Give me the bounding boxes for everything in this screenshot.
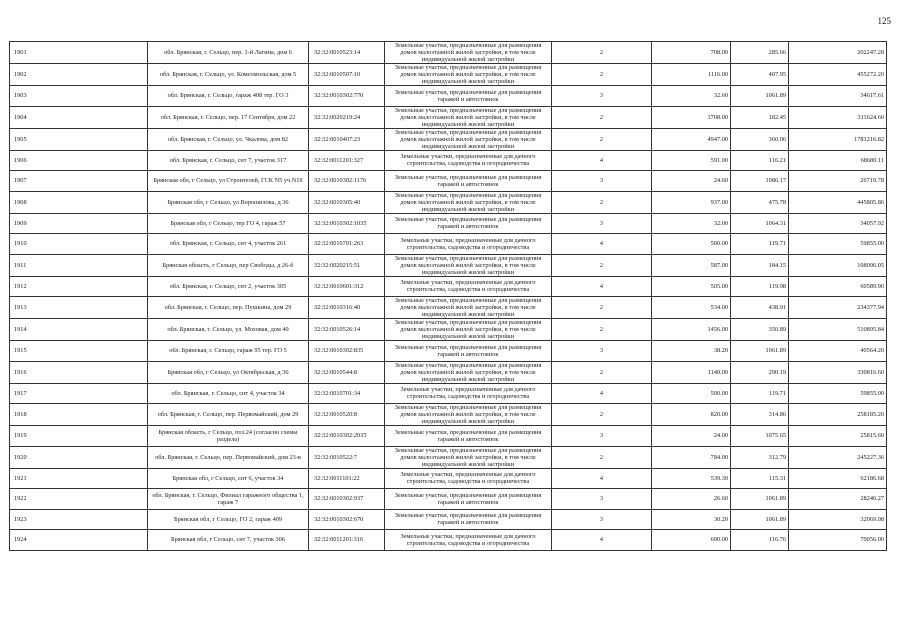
row-number-cell: 1918 (10, 404, 148, 426)
cadastral-value-cell: 40564.20 (789, 341, 887, 362)
cadastral-value-cell: 68680.11 (789, 150, 887, 171)
row-number-cell: 1906 (10, 150, 148, 171)
cadastral-value-cell: 311624.60 (789, 106, 887, 128)
cadastral-value-cell: 445805.86 (789, 191, 887, 213)
land-use-cell: Земельные участки, предназначенные для размещения гаражей и автостоянок (385, 341, 552, 362)
address-cell: Брянская обл, г Сельцо, тер ГО 4, гараж 57 (148, 213, 309, 234)
cadastral-value-cell: 60589.90 (789, 276, 887, 297)
group-number-cell: 2 (552, 64, 652, 86)
table-row (10, 509, 887, 530)
specific-value-cell: 1075.65 (731, 426, 789, 447)
cadastral-value-cell: 34057.92 (789, 213, 887, 234)
cadastral-number-cell: 32:32:0010302:670 (309, 509, 385, 530)
row-number-cell: 1922 (10, 489, 148, 510)
land-use-cell: Земельные участки, предназначенные для размещения гаражей и автостоянок (385, 171, 552, 192)
table-row (10, 446, 887, 468)
area-cell: 539.30 (652, 468, 731, 489)
specific-value-cell: 312.79 (731, 446, 789, 468)
specific-value-cell: 119.71 (731, 383, 789, 404)
row-number-cell: 1910 (10, 234, 148, 255)
land-use-cell: Земельные участки, предназначенные для размещения гаражей и автостоянок (385, 426, 552, 447)
cadastral-number-cell: 32:32:0010507:10 (309, 64, 385, 86)
specific-value-cell: 285.66 (731, 42, 789, 64)
cadastral-number-cell: 32:32:0010302:2035 (309, 426, 385, 447)
area-cell: 937.00 (652, 191, 731, 213)
area-cell: 4947.00 (652, 128, 731, 150)
address-cell: обл. Брянская, г. Сельцо, ул. Чкалова, дом 82 (148, 128, 309, 150)
row-number-cell: 1917 (10, 383, 148, 404)
area-cell: 24.60 (652, 171, 731, 192)
row-number-cell: 1903 (10, 86, 148, 107)
area-cell: 600.00 (652, 530, 731, 551)
table-row (10, 404, 887, 426)
cadastral-value-cell: 62186.68 (789, 468, 887, 489)
table-row (10, 128, 887, 150)
row-number-cell: 1909 (10, 213, 148, 234)
row-number-cell: 1921 (10, 468, 148, 489)
address-cell: обл. Брянская, г. Сельцо, ул. Моховая, дом 40 (148, 319, 309, 341)
cadastral-number-cell: 32:32:0010520:8 (309, 404, 385, 426)
row-number-cell: 1913 (10, 297, 148, 319)
area-cell: 708.00 (652, 42, 731, 64)
cadastral-number-cell: 32:32:0010701:34 (309, 383, 385, 404)
cadastral-number-cell: 32:32:0010407:23 (309, 128, 385, 150)
group-number-cell: 2 (552, 191, 652, 213)
specific-value-cell: 184.15 (731, 254, 789, 276)
row-number-cell: 1924 (10, 530, 148, 551)
row-number-cell: 1920 (10, 446, 148, 468)
cadastral-number-cell: 32:32:0010302:1176 (309, 171, 385, 192)
specific-value-cell: 350.89 (731, 319, 789, 341)
land-use-cell: Земельные участки, предназначенные для дачного строительства, садоводства и огородничества (385, 150, 552, 171)
land-use-cell: Земельные участки, предназначенные для размещения домов малоэтажной жилой застройки, в том числе индивидуальной жилой застройки (385, 297, 552, 319)
group-number-cell: 2 (552, 446, 652, 468)
table-row (10, 361, 887, 383)
area-cell: 1140.00 (652, 361, 731, 383)
land-use-cell: Земельные участки, предназначенные для дачного строительства, садоводства и огородничества (385, 468, 552, 489)
row-number-cell: 1907 (10, 171, 148, 192)
land-use-cell: Земельные участки, предназначенные для размещения домов малоэтажной жилой застройки, в том числе индивидуальной жилой застройки (385, 254, 552, 276)
table-body (10, 42, 887, 551)
specific-value-cell: 1086.17 (731, 171, 789, 192)
group-number-cell: 2 (552, 297, 652, 319)
cadastral-value-cell: 34617.61 (789, 86, 887, 107)
address-cell: Брянская обл, г Сельцо, ул Строителей, ГСК N5 уч.N19 (148, 171, 309, 192)
address-cell: обл. Брянская, г. Сельцо, пер. Первомайский, дом 29 (148, 404, 309, 426)
land-use-cell: Земельные участки, предназначенные для размещения гаражей и автостоянок (385, 489, 552, 510)
address-cell: обл. Брянская, г. Сельцо, гараж 95 тер. ГО 5 (148, 341, 309, 362)
group-number-cell: 2 (552, 254, 652, 276)
specific-value-cell: 438.91 (731, 297, 789, 319)
specific-value-cell: 1064.31 (731, 213, 789, 234)
address-cell: Брянская обл, г Сельцо, ул Октябрьская, д 36 (148, 361, 309, 383)
cadastral-value-cell: 70056.00 (789, 530, 887, 551)
row-number-cell: 1923 (10, 509, 148, 530)
group-number-cell: 2 (552, 404, 652, 426)
land-use-cell: Земельные участки, предназначенные для дачного строительства, садоводства и огородничества (385, 276, 552, 297)
specific-value-cell: 1061.89 (731, 489, 789, 510)
land-use-cell: Земельные участки, предназначенные для дачного строительства, садоводства и огородничества (385, 383, 552, 404)
specific-value-cell: 407.95 (731, 64, 789, 86)
table-row (10, 171, 887, 192)
address-cell: Брянская область, г Сельцо, пер Свободы, д 26-б (148, 254, 309, 276)
address-cell: обл. Брянская, г. Сельцо, пер. 1-й Лагина, дом 6 (148, 42, 309, 64)
cadastral-value-cell: 258185.20 (789, 404, 887, 426)
area-cell: 505.00 (652, 276, 731, 297)
group-number-cell: 3 (552, 171, 652, 192)
group-number-cell: 4 (552, 276, 652, 297)
table-row (10, 86, 887, 107)
specific-value-cell: 475.78 (731, 191, 789, 213)
group-number-cell: 3 (552, 509, 652, 530)
group-number-cell: 3 (552, 426, 652, 447)
cadastral-number-cell: 32:32:0011101:22 (309, 468, 385, 489)
cadastral-value-cell: 455272.20 (789, 64, 887, 86)
land-use-cell: Земельные участки, предназначенные для размещения домов малоэтажной жилой застройки, в том числе индивидуальной жилой застройки (385, 106, 552, 128)
land-use-cell: Земельные участки, предназначенные для размещения гаражей и автостоянок (385, 213, 552, 234)
row-number-cell: 1915 (10, 341, 148, 362)
table-row (10, 530, 887, 551)
land-use-cell: Земельные участки, предназначенные для размещения домов малоэтажной жилой застройки, в том числе индивидуальной жилой застройки (385, 191, 552, 213)
table-row (10, 468, 887, 489)
page-number: 125 (877, 16, 891, 26)
table-row (10, 106, 887, 128)
area-cell: 38.20 (652, 341, 731, 362)
area-cell: 534.00 (652, 297, 731, 319)
cadastral-value-cell: 245227.36 (789, 446, 887, 468)
table-row (10, 64, 887, 86)
specific-value-cell: 116.76 (731, 530, 789, 551)
table-row (10, 383, 887, 404)
group-number-cell: 2 (552, 42, 652, 64)
group-number-cell: 2 (552, 319, 652, 341)
address-cell: обл. Брянская, г. Сельцо, снт 7, участок 317 (148, 150, 309, 171)
row-number-cell: 1908 (10, 191, 148, 213)
address-cell: Брянская обл, г Сельцо, ГО 2, гараж 409 (148, 509, 309, 530)
group-number-cell: 3 (552, 489, 652, 510)
cadastral-value-cell: 59855.00 (789, 234, 887, 255)
table-row (10, 341, 887, 362)
row-number-cell: 1902 (10, 64, 148, 86)
specific-value-cell: 1061.89 (731, 509, 789, 530)
area-cell: 1116.00 (652, 64, 731, 86)
group-number-cell: 3 (552, 213, 652, 234)
row-number-cell: 1905 (10, 128, 148, 150)
land-use-cell: Земельные участки, предназначенные для размещения домов малоэтажной жилой застройки, в том числе индивидуальной жилой застройки (385, 446, 552, 468)
group-number-cell: 2 (552, 106, 652, 128)
land-use-cell: Земельные участки, предназначенные для размещения домов малоэтажной жилой застройки, в том числе индивидуальной жилой застройки (385, 319, 552, 341)
table-row (10, 191, 887, 213)
address-cell: обл. Брянская, г. Сельцо, снт 4, участок 34 (148, 383, 309, 404)
group-number-cell: 4 (552, 530, 652, 551)
address-cell: обл. Брянская, г. Сельцо, ул. Комсомольская, дом 5 (148, 64, 309, 86)
cadastral-number-cell: 32:32:0010601:312 (309, 276, 385, 297)
address-cell: обл. Брянская, г. Сельцо, снт 2, участок 305 (148, 276, 309, 297)
cadastral-value-cell: 510895.84 (789, 319, 887, 341)
group-number-cell: 2 (552, 361, 652, 383)
table-row (10, 213, 887, 234)
address-cell: Брянская обл, г Сельцо, снт 6, участок 34 (148, 468, 309, 489)
cadastral-value-cell: 25815.60 (789, 426, 887, 447)
cadastral-value-cell: 1781216.82 (789, 128, 887, 150)
area-cell: 1708.00 (652, 106, 731, 128)
area-cell: 32.60 (652, 86, 731, 107)
cadastral-number-cell: 32:32:0010523:14 (309, 42, 385, 64)
cadastral-value-cell: 28246.27 (789, 489, 887, 510)
area-cell: 591.00 (652, 150, 731, 171)
table-row (10, 489, 887, 510)
table-row (10, 254, 887, 276)
land-use-cell: Земельные участки, предназначенные для размещения гаражей и автостоянок (385, 86, 552, 107)
group-number-cell: 4 (552, 234, 652, 255)
group-number-cell: 2 (552, 128, 652, 150)
land-use-cell: Земельные участки, предназначенные для размещения домов малоэтажной жилой застройки, в том числе индивидуальной жилой застройки (385, 128, 552, 150)
cadastral-number-cell: 32:32:0010305:40 (309, 191, 385, 213)
address-cell: обл. Брянская, г. Сельцо, гараж 408 тер. ГО 3 (148, 86, 309, 107)
cadastral-number-cell: 32:32:0011201:316 (309, 530, 385, 551)
land-use-cell: Земельные участки, предназначенные для дачного строительства, садоводства и огородничества (385, 234, 552, 255)
address-cell: обл. Брянская, г. Сельцо, снт 4, участок 261 (148, 234, 309, 255)
row-number-cell: 1914 (10, 319, 148, 341)
specific-value-cell: 314.86 (731, 404, 789, 426)
cadastral-value-cell: 202247.28 (789, 42, 887, 64)
specific-value-cell: 360.06 (731, 128, 789, 150)
address-cell: обл. Брянская, г. Сельцо, пер. Пушкина, дом 29 (148, 297, 309, 319)
specific-value-cell: 115.31 (731, 468, 789, 489)
table-row (10, 150, 887, 171)
area-cell: 784.00 (652, 446, 731, 468)
land-use-cell: Земельные участки, предназначенные для дачного строительства, садоводства и огородничества (385, 530, 552, 551)
row-number-cell: 1916 (10, 361, 148, 383)
cadastral-number-cell: 32:32:0010302:770 (309, 86, 385, 107)
specific-value-cell: 119.98 (731, 276, 789, 297)
address-cell: обл. Брянская, г. Сельцо, Филиал гаражного общества 1, гараж 7 (148, 489, 309, 510)
cadastral-number-cell: 32:32:0010302:937 (309, 489, 385, 510)
area-cell: 24.00 (652, 426, 731, 447)
cadastral-number-cell: 32:32:0020219:24 (309, 106, 385, 128)
cadastral-value-cell: 108096.05 (789, 254, 887, 276)
area-cell: 500.00 (652, 383, 731, 404)
group-number-cell: 3 (552, 86, 652, 107)
table-row (10, 234, 887, 255)
land-use-cell: Земельные участки, предназначенные для размещения домов малоэтажной жилой застройки, в том числе индивидуальной жилой застройки (385, 404, 552, 426)
address-cell: обл. Брянская, г. Сельцо, пер. Первомайский, дом 23-в (148, 446, 309, 468)
cadastral-value-cell: 330816.60 (789, 361, 887, 383)
land-use-cell: Земельные участки, предназначенные для размещения домов малоэтажной жилой застройки, в том числе индивидуальной жилой застройки (385, 42, 552, 64)
land-use-cell: Земельные участки, предназначенные для размещения домов малоэтажной жилой застройки, в том числе индивидуальной жилой застройки (385, 64, 552, 86)
cadastral-number-cell: 32:32:0020215:51 (309, 254, 385, 276)
group-number-cell: 4 (552, 150, 652, 171)
group-number-cell: 3 (552, 341, 652, 362)
cadastral-number-cell: 32:32:0010316:40 (309, 297, 385, 319)
row-number-cell: 1912 (10, 276, 148, 297)
address-cell: Брянская обл, г Сельцо, ул Ворошилова, д 36 (148, 191, 309, 213)
land-use-cell: Земельные участки, предназначенные для размещения гаражей и автостоянок (385, 509, 552, 530)
area-cell: 820.00 (652, 404, 731, 426)
table-row (10, 319, 887, 341)
area-cell: 1456.00 (652, 319, 731, 341)
area-cell: 587.00 (652, 254, 731, 276)
specific-value-cell: 119.71 (731, 234, 789, 255)
table-row (10, 42, 887, 64)
row-number-cell: 1911 (10, 254, 148, 276)
cadastral-value-table (9, 41, 887, 551)
specific-value-cell: 182.45 (731, 106, 789, 128)
cadastral-number-cell: 32:32:0010544:8 (309, 361, 385, 383)
area-cell: 32.00 (652, 213, 731, 234)
specific-value-cell: 290.19 (731, 361, 789, 383)
area-cell: 26.60 (652, 489, 731, 510)
cadastral-number-cell: 32:32:0010526:14 (309, 319, 385, 341)
cadastral-value-cell: 32069.08 (789, 509, 887, 530)
specific-value-cell: 1061.89 (731, 86, 789, 107)
table-row (10, 276, 887, 297)
cadastral-value-cell: 59855.00 (789, 383, 887, 404)
specific-value-cell: 116.21 (731, 150, 789, 171)
area-cell: 500.00 (652, 234, 731, 255)
group-number-cell: 4 (552, 468, 652, 489)
table-row (10, 426, 887, 447)
area-cell: 30.20 (652, 509, 731, 530)
cadastral-number-cell: 32:32:0010302:1035 (309, 213, 385, 234)
specific-value-cell: 1061.89 (731, 341, 789, 362)
cadastral-number-cell: 32:32:0010302:835 (309, 341, 385, 362)
land-use-cell: Земельные участки, предназначенные для размещения домов малоэтажной жилой застройки, в том числе индивидуальной жилой застройки (385, 361, 552, 383)
cadastral-number-cell: 32:32:0010522:7 (309, 446, 385, 468)
row-number-cell: 1901 (10, 42, 148, 64)
address-cell: Брянская область, г Сельцо, поз.24 (согласно схемы раздела) (148, 426, 309, 447)
row-number-cell: 1904 (10, 106, 148, 128)
cadastral-value-cell: 234377.94 (789, 297, 887, 319)
table-row (10, 297, 887, 319)
cadastral-number-cell: 32:32:0010701:263 (309, 234, 385, 255)
address-cell: Брянская обл, г Сельцо, снт 7, участок 306 (148, 530, 309, 551)
cadastral-value-cell: 26719.78 (789, 171, 887, 192)
row-number-cell: 1919 (10, 426, 148, 447)
address-cell: обл. Брянская, г. Сельцо, пер. 17 Сентября, дом 22 (148, 106, 309, 128)
group-number-cell: 4 (552, 383, 652, 404)
cadastral-number-cell: 32:32:0011201:327 (309, 150, 385, 171)
